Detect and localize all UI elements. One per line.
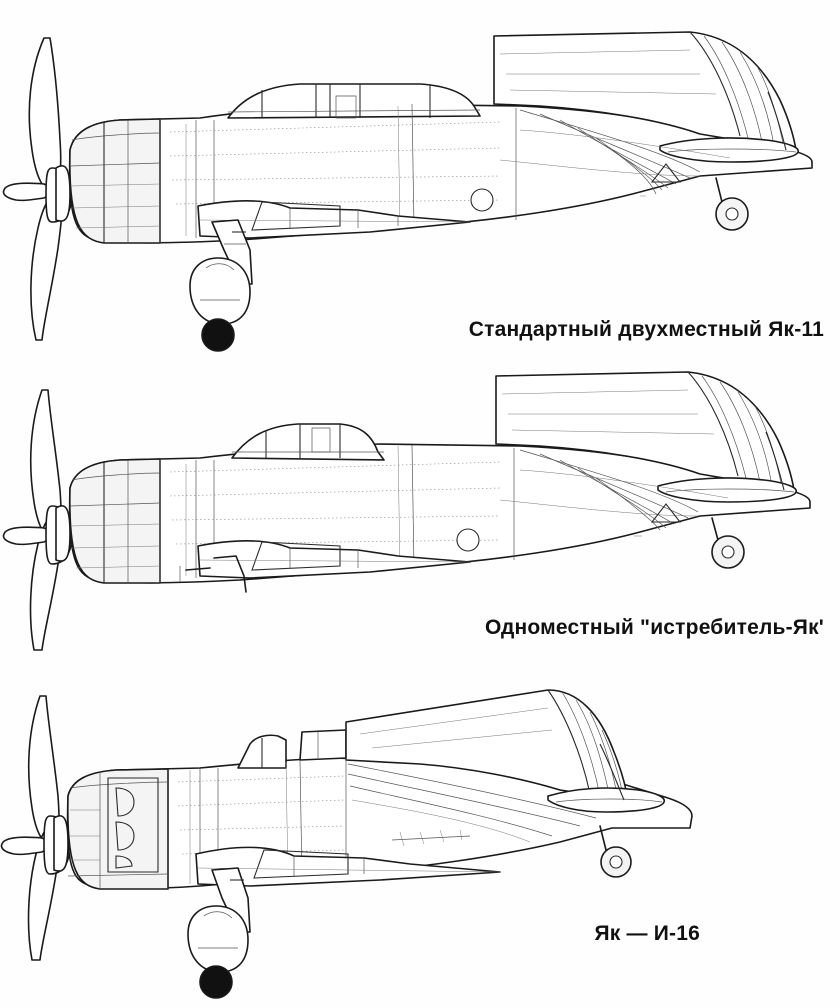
figure-yak-fighter [0,360,840,660]
spinner-1 [56,166,70,221]
tailwheel-1 [716,178,748,230]
aircraft-side-view-1 [0,0,840,360]
engine-cowling-2 [70,459,160,583]
spinner-3 [54,816,68,871]
main-landing-gear-3 [188,868,250,998]
figure-yak-i16 [0,660,840,1008]
canopy-1 [228,84,480,118]
aircraft-side-view-3 [0,660,840,1008]
figure-caption-3: Як — И-16 [594,922,700,945]
spinner-2 [56,506,70,561]
canopy-2 [232,424,384,460]
engine-cowling-3 [68,769,168,889]
engine-cowling-1 [70,119,160,243]
figure-caption-1: Стандартный двухместный Як-11 [468,318,824,341]
aircraft-side-view-2 [0,360,840,660]
figure-yak-11 [0,0,840,360]
tailwheel-3 [600,826,631,877]
tailwheel-2 [712,518,744,568]
figure-caption-2: Одноместный "истребитель-Як' [485,616,824,639]
